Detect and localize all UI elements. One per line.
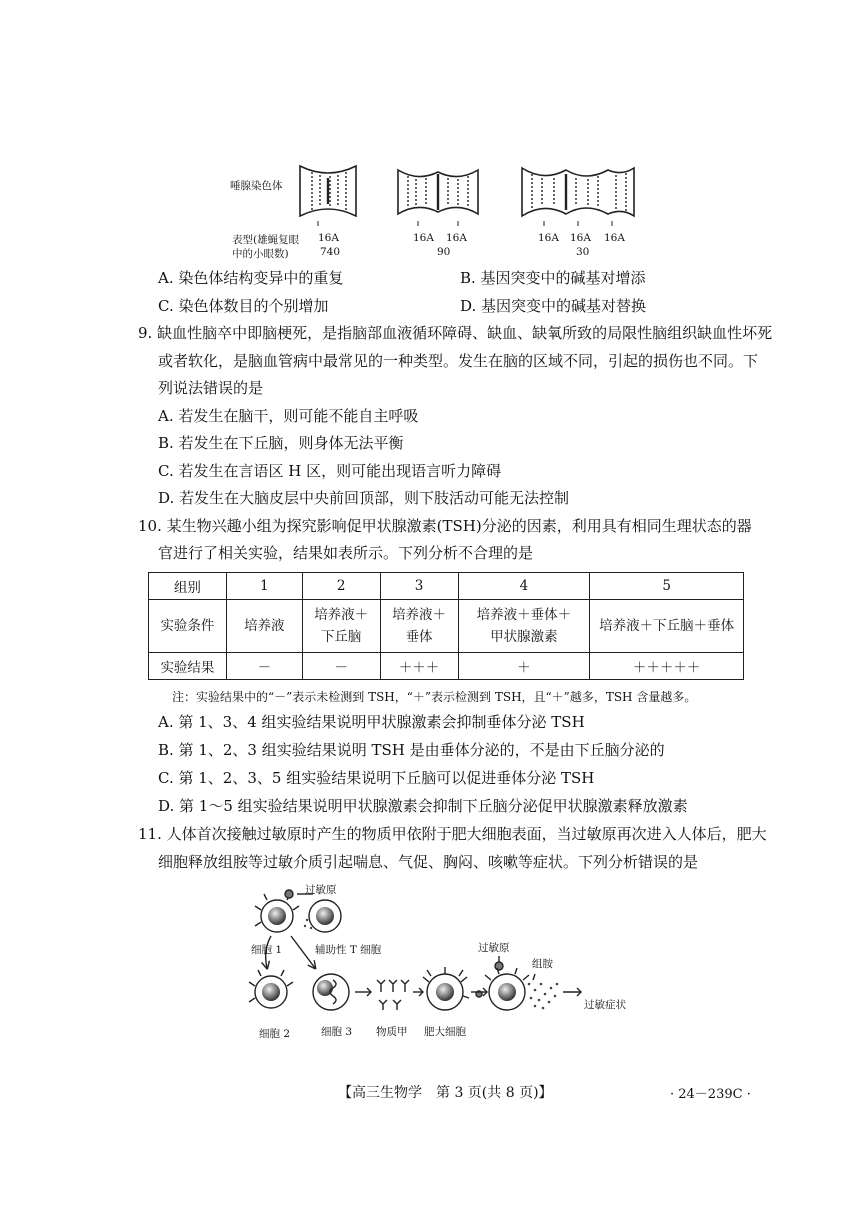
q9-option-b: B. 若发生在下丘脑，则身体无法平衡 <box>158 434 404 452</box>
table-note: 注：实验结果中的“－”表示未检测到 TSH，“＋”表示检测到 TSH，且“＋”越多，TSH 含量越多。 <box>172 690 697 704</box>
cell-line: 培养液＋垂体＋ <box>476 607 572 623</box>
q9-stem-line2: 或者软化，是脑血管病中最常见的一种类型。发生在脑的区域不同，引起的损伤也不同。下 <box>158 352 759 370</box>
table-cell <box>380 600 458 653</box>
table-row <box>149 600 744 653</box>
phenotype-label-line1: 表型(雄蝇复眼 <box>232 234 300 246</box>
substance-a-label: 物质甲 <box>376 1026 408 1038</box>
table-cell <box>458 600 590 653</box>
table-cell: 实验条件 <box>149 600 227 653</box>
table-header-cell: 1 <box>226 573 302 600</box>
salivary-chromosome-label: 唾腺染色体 <box>230 180 283 192</box>
q9-option-a: A. 若发生在脑干，则可能不能自主呼吸 <box>158 407 419 425</box>
allergen-right-label: 过敏原 <box>478 942 510 954</box>
experiment-table <box>148 572 744 680</box>
q9-stem-line1: 9. 缺血性脑卒中即脑梗死，是指脑部血液循环障碍、缺血、缺氧所致的局限性脑组织缺血性坏死 <box>138 324 773 342</box>
substance-a <box>377 980 409 992</box>
phenotype-label-line2: 中的小眼数) <box>232 248 289 260</box>
q9-option-c: C. 若发生在言语区 H 区，则可能出现语言听力障碍 <box>158 462 502 480</box>
table-header-cell: 5 <box>590 573 744 600</box>
table-cell: 培养液＋下丘脑＋垂体 <box>590 600 744 653</box>
allergen-top-label: 过敏原 <box>305 884 337 896</box>
q11-stem-line1: 11. 人体首次接触过敏原时产生的物质甲依附于肥大细胞表面，当过敏原再次进入人体后，肥大 <box>138 825 767 843</box>
group2-band-2: 16A <box>446 232 467 244</box>
q8-option-b: B. 基因突变中的碱基对增添 <box>460 269 646 287</box>
q9-option-d: D. 若发生在大脑皮层中央前回顶部，则下肢活动可能无法控制 <box>158 489 570 507</box>
chromosome-drawings <box>290 158 650 228</box>
q8-option-c: C. 染色体数目的个别增加 <box>158 297 329 315</box>
cell-line: 下丘脑 <box>320 629 362 645</box>
q10-option-b: B. 第 1、2、3 组实验结果说明 TSH 是由垂体分泌的，不是由下丘脑分泌的 <box>158 741 665 759</box>
q8-option-d: D. 基因突变中的碱基对替换 <box>460 297 647 315</box>
allergy-diagram <box>245 880 625 1040</box>
table-cell: ＋＋＋＋＋ <box>590 653 744 680</box>
q8-option-a: A. 染色体结构变异中的重复 <box>158 269 344 287</box>
q10-option-d: D. 第 1～5 组实验结果说明甲状腺激素会抑制下丘脑分泌促甲状腺激素释放激素 <box>158 797 688 815</box>
cell-line: 甲状腺激素 <box>490 629 558 645</box>
table-cell: ＋＋＋ <box>380 653 458 680</box>
mast-cell-label: 肥大细胞 <box>424 1026 466 1038</box>
table-header-cell: 4 <box>458 573 590 600</box>
cell-line: 培养液＋ <box>392 607 447 623</box>
table-header-cell: 组别 <box>149 573 227 600</box>
group3-band-3: 16A <box>604 232 625 244</box>
table-cell: 实验结果 <box>149 653 227 680</box>
table-row <box>149 573 744 600</box>
cell-1-label: 细胞 1 <box>251 944 283 956</box>
table-row <box>149 653 744 680</box>
q9-stem-line3: 列说法错误的是 <box>158 379 264 397</box>
group3-value: 30 <box>576 246 590 258</box>
group2-band-1: 16A <box>413 232 434 244</box>
allergen-right <box>495 962 503 970</box>
chromosome-3 <box>522 168 634 216</box>
group2-value: 90 <box>437 246 451 258</box>
table-cell: － <box>226 653 302 680</box>
cell-2-label: 细胞 2 <box>259 1028 291 1040</box>
cell-3-label: 细胞 3 <box>321 1026 353 1038</box>
q10-stem-line2: 官进行了相关实验，结果如表所示。下列分析不合理的是 <box>158 544 534 562</box>
table-header-cell: 2 <box>302 573 380 600</box>
cell-line: 垂体 <box>405 629 433 645</box>
q11-stem-line2: 细胞释放组胺等过敏介质引起喘息、气促、胸闷、咳嗽等症状。下列分析错误的是 <box>158 853 699 871</box>
helper-t-label: 辅助性 T 细胞 <box>315 944 382 956</box>
allergen-top <box>285 890 293 898</box>
table-cell: － <box>302 653 380 680</box>
exam-code: · 24－239C · <box>670 1087 751 1102</box>
histamine-label: 组胺 <box>532 958 553 970</box>
group1-band: 16A <box>318 232 339 244</box>
group1-value: 740 <box>320 246 341 258</box>
q10-stem-line1: 10. 某生物兴趣小组为探究影响促甲状腺激素(TSH)分泌的因素，利用具有相同生理状态的器 <box>138 517 752 535</box>
symptom-label: 过敏症状 <box>584 999 626 1011</box>
table-cell <box>302 600 380 653</box>
cell-line: 培养液＋ <box>314 607 369 623</box>
table-cell: ＋ <box>458 653 590 680</box>
page-footer: 【高三生物学 第 3 页(共 8 页)】 <box>338 1085 553 1101</box>
group3-band-1: 16A <box>538 232 559 244</box>
q10-option-c: C. 第 1、2、3、5 组实验结果说明下丘脑可以促进垂体分泌 TSH <box>158 769 595 787</box>
group3-band-2: 16A <box>570 232 591 244</box>
table-cell: 培养液 <box>226 600 302 653</box>
q10-option-a: A. 第 1、3、4 组实验结果说明甲状腺激素会抑制垂体分泌 TSH <box>158 713 585 731</box>
table-header-cell: 3 <box>380 573 458 600</box>
